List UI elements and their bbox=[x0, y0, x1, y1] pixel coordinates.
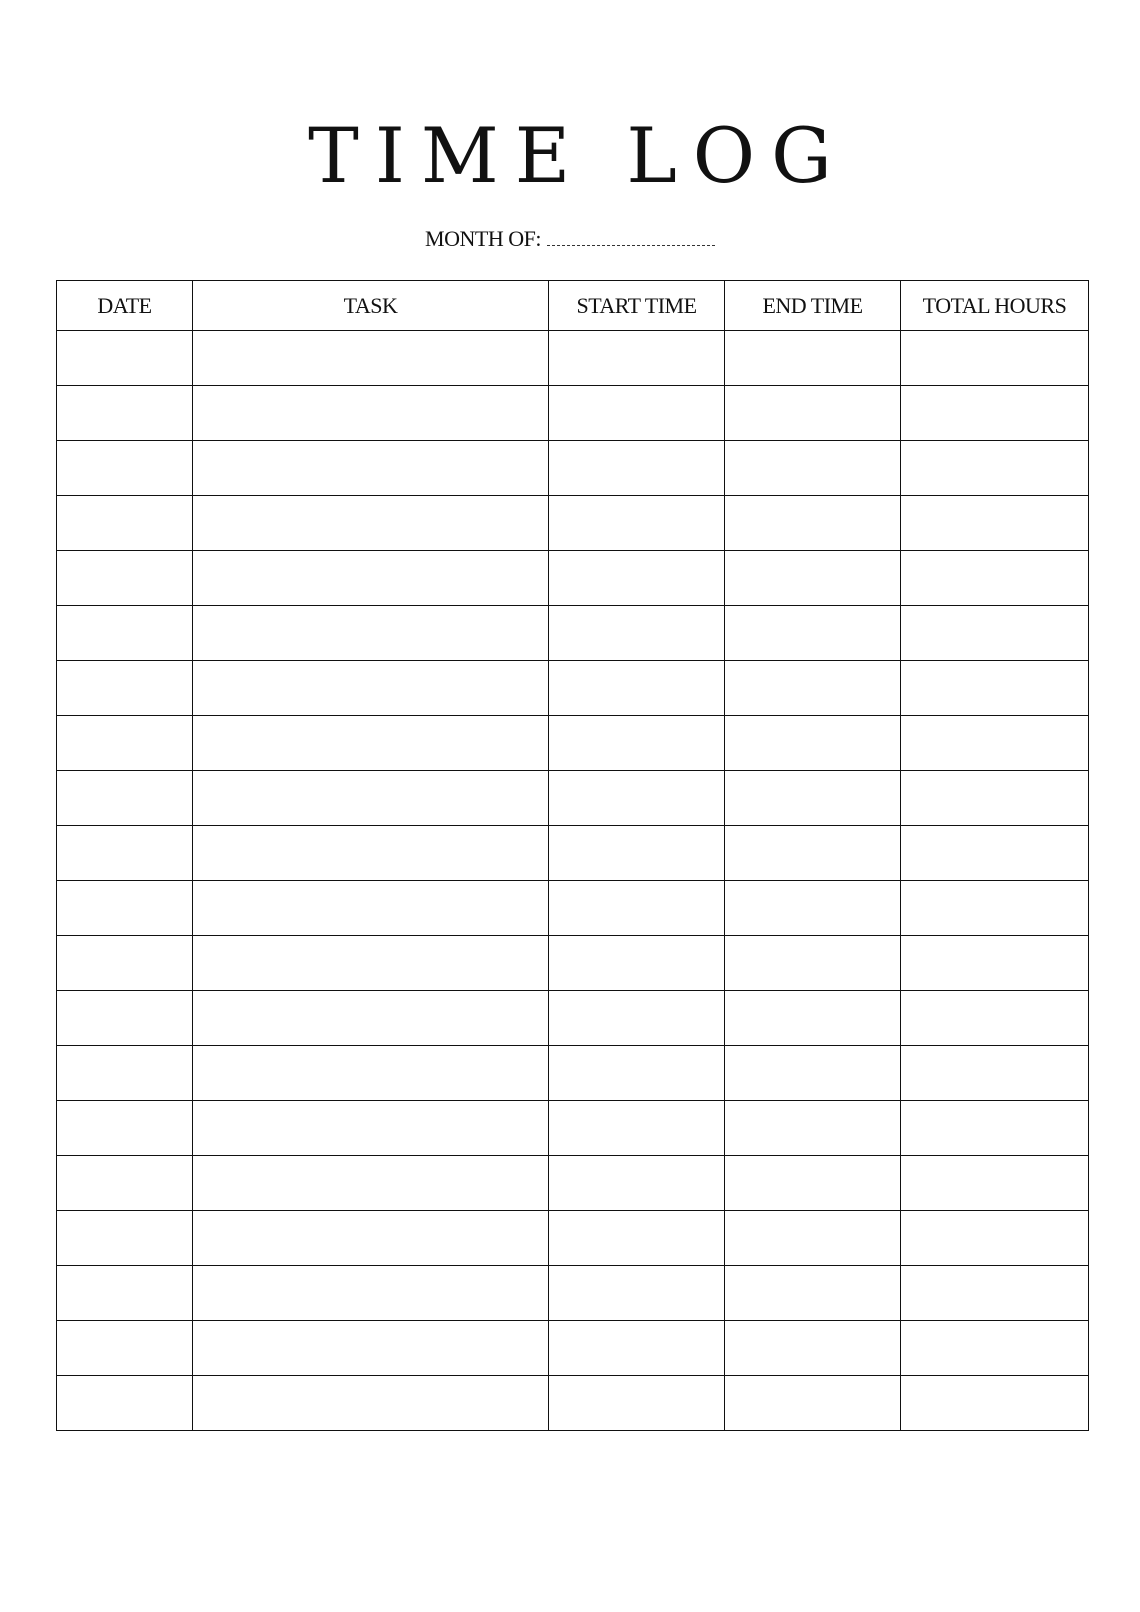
end-time-cell[interactable] bbox=[725, 716, 901, 771]
page-title: TIME LOG bbox=[308, 111, 848, 200]
total-hours-cell[interactable] bbox=[901, 551, 1089, 606]
start-time-cell[interactable] bbox=[549, 771, 725, 826]
task-cell[interactable] bbox=[193, 881, 549, 936]
start-time-cell[interactable] bbox=[549, 441, 725, 496]
table-row bbox=[57, 551, 1089, 606]
task-cell[interactable] bbox=[193, 606, 549, 661]
start-time-cell[interactable] bbox=[549, 606, 725, 661]
table-row bbox=[57, 1321, 1089, 1376]
end-time-cell[interactable] bbox=[725, 331, 901, 386]
total-hours-cell[interactable] bbox=[901, 771, 1089, 826]
table-row bbox=[57, 386, 1089, 441]
date-cell[interactable] bbox=[57, 331, 193, 386]
total-hours-cell[interactable] bbox=[901, 1211, 1089, 1266]
end-time-cell[interactable] bbox=[725, 441, 901, 496]
table-row bbox=[57, 881, 1089, 936]
end-time-cell[interactable] bbox=[725, 826, 901, 881]
total-hours-cell[interactable] bbox=[901, 661, 1089, 716]
end-time-cell[interactable] bbox=[725, 771, 901, 826]
task-cell[interactable] bbox=[193, 936, 549, 991]
total-hours-cell[interactable] bbox=[901, 936, 1089, 991]
table-row bbox=[57, 771, 1089, 826]
task-cell[interactable] bbox=[193, 386, 549, 441]
total-hours-cell[interactable] bbox=[901, 331, 1089, 386]
total-hours-cell[interactable] bbox=[901, 606, 1089, 661]
task-cell[interactable] bbox=[193, 1266, 549, 1321]
date-cell[interactable] bbox=[57, 661, 193, 716]
date-cell[interactable] bbox=[57, 991, 193, 1046]
task-cell[interactable] bbox=[193, 1321, 549, 1376]
table-row bbox=[57, 1046, 1089, 1101]
date-cell[interactable] bbox=[57, 551, 193, 606]
end-time-cell[interactable] bbox=[725, 881, 901, 936]
table-row bbox=[57, 1211, 1089, 1266]
task-cell[interactable] bbox=[193, 1046, 549, 1101]
task-cell[interactable] bbox=[193, 771, 549, 826]
start-time-cell[interactable] bbox=[549, 331, 725, 386]
time-log-body bbox=[57, 331, 1089, 1431]
column-header-start-time: START TIME bbox=[549, 281, 725, 331]
table-row bbox=[57, 826, 1089, 881]
total-hours-cell[interactable] bbox=[901, 881, 1089, 936]
end-time-cell[interactable] bbox=[725, 1046, 901, 1101]
month-of-row bbox=[0, 228, 1140, 250]
task-cell[interactable] bbox=[193, 1101, 549, 1156]
start-time-cell[interactable] bbox=[549, 1376, 725, 1431]
date-cell[interactable] bbox=[57, 1211, 193, 1266]
total-hours-cell[interactable] bbox=[901, 1101, 1089, 1156]
table-row bbox=[57, 1156, 1089, 1211]
table-row bbox=[57, 716, 1089, 771]
date-cell[interactable] bbox=[57, 1156, 193, 1211]
date-cell[interactable] bbox=[57, 496, 193, 551]
column-header-end-time: END TIME bbox=[725, 281, 901, 331]
column-header-total-hours: TOTAL HOURS bbox=[901, 281, 1089, 331]
total-hours-cell[interactable] bbox=[901, 1376, 1089, 1431]
start-time-cell[interactable] bbox=[549, 496, 725, 551]
end-time-cell[interactable] bbox=[725, 1266, 901, 1321]
task-cell[interactable] bbox=[193, 1376, 549, 1431]
table-row bbox=[57, 936, 1089, 991]
start-time-cell[interactable] bbox=[549, 991, 725, 1046]
table-row bbox=[57, 606, 1089, 661]
date-cell[interactable] bbox=[57, 606, 193, 661]
task-cell[interactable] bbox=[193, 496, 549, 551]
total-hours-cell[interactable] bbox=[901, 826, 1089, 881]
total-hours-cell[interactable] bbox=[901, 1156, 1089, 1211]
start-time-cell[interactable] bbox=[549, 1101, 725, 1156]
date-cell[interactable] bbox=[57, 826, 193, 881]
table-row bbox=[57, 496, 1089, 551]
date-cell[interactable] bbox=[57, 936, 193, 991]
date-cell[interactable] bbox=[57, 716, 193, 771]
task-cell[interactable] bbox=[193, 716, 549, 771]
start-time-cell[interactable] bbox=[549, 386, 725, 441]
end-time-cell[interactable] bbox=[725, 1101, 901, 1156]
end-time-cell[interactable] bbox=[725, 936, 901, 991]
end-time-cell[interactable] bbox=[725, 991, 901, 1046]
task-cell[interactable] bbox=[193, 991, 549, 1046]
start-time-cell[interactable] bbox=[549, 881, 725, 936]
table-row bbox=[57, 441, 1089, 496]
start-time-cell[interactable] bbox=[549, 661, 725, 716]
end-time-cell[interactable] bbox=[725, 551, 901, 606]
end-time-cell[interactable] bbox=[725, 1321, 901, 1376]
task-cell[interactable] bbox=[193, 551, 549, 606]
date-cell[interactable] bbox=[57, 1266, 193, 1321]
column-header-task: TASK bbox=[193, 281, 549, 331]
total-hours-cell[interactable] bbox=[901, 1046, 1089, 1101]
end-time-cell[interactable] bbox=[725, 1376, 901, 1431]
task-cell[interactable] bbox=[193, 441, 549, 496]
end-time-cell[interactable] bbox=[725, 1156, 901, 1211]
date-cell[interactable] bbox=[57, 1046, 193, 1101]
task-cell[interactable] bbox=[193, 1211, 549, 1266]
task-cell[interactable] bbox=[193, 1156, 549, 1211]
date-cell[interactable] bbox=[57, 1376, 193, 1431]
start-time-cell[interactable] bbox=[549, 551, 725, 606]
date-cell[interactable] bbox=[57, 1321, 193, 1376]
start-time-cell[interactable] bbox=[549, 1046, 725, 1101]
table-row bbox=[57, 1101, 1089, 1156]
time-log-table bbox=[56, 280, 1089, 1431]
header-row bbox=[57, 281, 1089, 331]
start-time-cell[interactable] bbox=[549, 826, 725, 881]
end-time-cell[interactable] bbox=[725, 1211, 901, 1266]
end-time-cell[interactable] bbox=[725, 386, 901, 441]
date-cell[interactable] bbox=[57, 881, 193, 936]
total-hours-cell[interactable] bbox=[901, 496, 1089, 551]
end-time-cell[interactable] bbox=[725, 606, 901, 661]
table-row bbox=[57, 661, 1089, 716]
end-time-cell[interactable] bbox=[725, 496, 901, 551]
total-hours-cell[interactable] bbox=[901, 1266, 1089, 1321]
end-time-cell[interactable] bbox=[725, 661, 901, 716]
start-time-cell[interactable] bbox=[549, 1156, 725, 1211]
date-cell[interactable] bbox=[57, 1101, 193, 1156]
start-time-cell[interactable] bbox=[549, 716, 725, 771]
month-of-blank[interactable] bbox=[547, 231, 715, 246]
task-cell[interactable] bbox=[193, 826, 549, 881]
date-cell[interactable] bbox=[57, 386, 193, 441]
start-time-cell[interactable] bbox=[549, 1211, 725, 1266]
table-row bbox=[57, 1266, 1089, 1321]
start-time-cell[interactable] bbox=[549, 1321, 725, 1376]
start-time-cell[interactable] bbox=[549, 1266, 725, 1321]
total-hours-cell[interactable] bbox=[901, 716, 1089, 771]
task-cell[interactable] bbox=[193, 331, 549, 386]
total-hours-cell[interactable] bbox=[901, 441, 1089, 496]
table-row bbox=[57, 331, 1089, 386]
table-row bbox=[57, 1376, 1089, 1431]
start-time-cell[interactable] bbox=[549, 936, 725, 991]
column-header-date: DATE bbox=[57, 281, 193, 331]
total-hours-cell[interactable] bbox=[901, 991, 1089, 1046]
date-cell[interactable] bbox=[57, 441, 193, 496]
total-hours-cell[interactable] bbox=[901, 1321, 1089, 1376]
table-row bbox=[57, 991, 1089, 1046]
task-cell[interactable] bbox=[193, 661, 549, 716]
date-cell[interactable] bbox=[57, 771, 193, 826]
total-hours-cell[interactable] bbox=[901, 386, 1089, 441]
month-of-label: MONTH OF: bbox=[425, 226, 541, 251]
